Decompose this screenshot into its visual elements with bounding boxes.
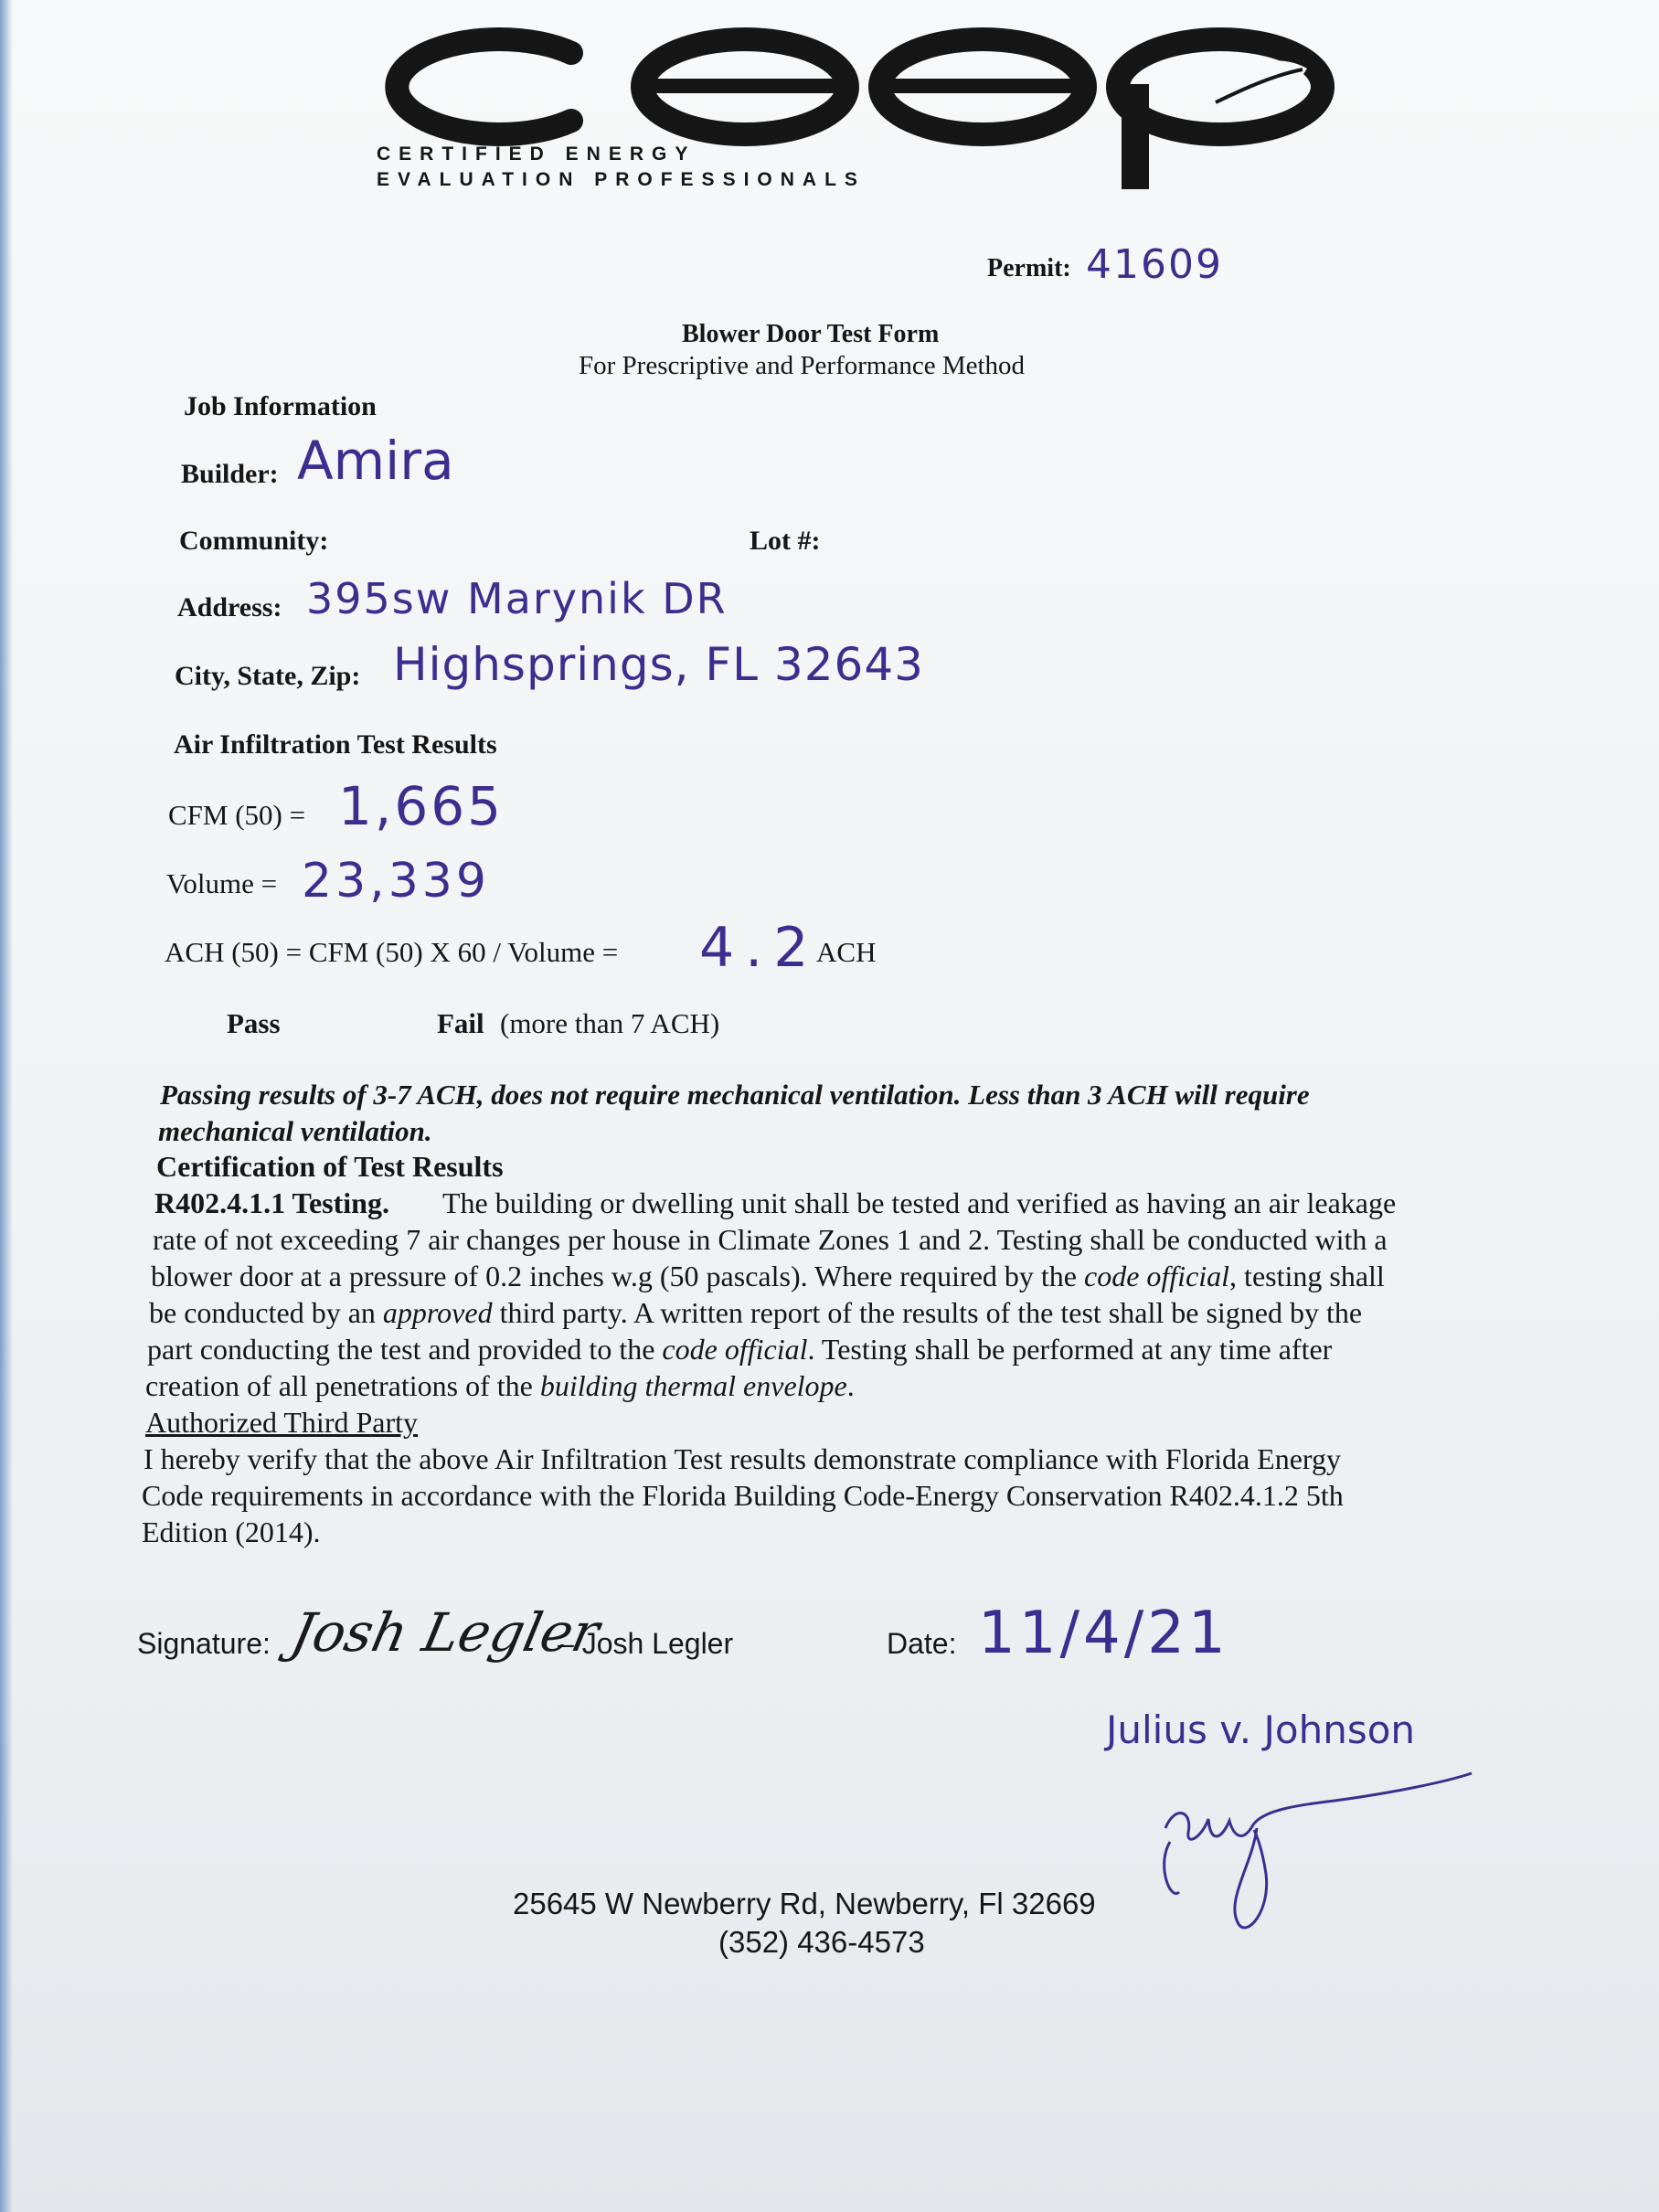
certification-text-6b: building thermal envelope <box>539 1369 847 1402</box>
results-heading: Air Infiltration Test Results <box>174 729 497 760</box>
certification-text-4c: third party. A written report of the results of the test shall be signed by the <box>492 1296 1363 1329</box>
logo-tagline-1: CERTIFIED ENERGY <box>377 144 697 165</box>
pass-option: Pass <box>227 1007 281 1039</box>
permit-label: Permit: <box>987 254 1071 282</box>
certification-text-5b: code official <box>662 1333 808 1366</box>
certification-text-4a: be conducted by an <box>149 1296 383 1329</box>
volume-value: 23,339 <box>302 854 490 909</box>
third-party-line-3: Edition (2014). <box>142 1515 321 1548</box>
certification-line-1 <box>154 1185 1396 1221</box>
cfm-value: 1,665 <box>338 775 505 837</box>
inspector-name: Julius v. Johnson <box>1106 1707 1416 1752</box>
ach-formula-label: ACH (50) = CFM (50) X 60 / Volume = <box>165 936 619 968</box>
fail-note: (more than 7 ACH) <box>500 1007 720 1039</box>
certification-text-4b: approved <box>382 1296 493 1329</box>
code-reference: R402.4.1.1 Testing. <box>154 1186 389 1219</box>
form-subtitle: For Prescriptive and Performance Method <box>579 351 1026 380</box>
certification-text-6a: creation of all penetrations of the <box>145 1369 540 1402</box>
certification-text-3b: code official <box>1083 1260 1230 1292</box>
date-value: 11/4/21 <box>978 1600 1229 1667</box>
lot-label: Lot #: <box>750 526 821 556</box>
address-value: 395sw Marynik DR <box>306 574 728 623</box>
ventilation-notice-1: Passing results of 3-7 ACH, does not require mechanical ventilation. Less than 3 ACH will require <box>160 1079 1310 1111</box>
certification-text-5c: . Testing shall be performed at any time after <box>807 1333 1333 1366</box>
certification-heading: Certification of Test Results <box>156 1150 504 1183</box>
job-info-heading: Job Information <box>184 391 377 421</box>
ach-unit: ACH <box>816 936 877 968</box>
cfm-label: CFM (50) = <box>168 799 306 831</box>
certification-text-3a: blower door at a pressure of 0.2 inches w.g (50 pascals). Where required by the <box>151 1260 1084 1292</box>
permit-value: 41609 <box>1086 241 1223 288</box>
certification-line-4 <box>149 1294 1362 1331</box>
builder-label: Builder: <box>181 459 279 489</box>
page-edge-shadow <box>0 0 13 2212</box>
signature-label: Signature: <box>137 1627 271 1660</box>
certification-text-1: The building or dwelling unit shall be tested and verified as having an air leakage <box>441 1186 1397 1219</box>
city-label: City, State, Zip: <box>175 661 361 691</box>
inspector-signature <box>1152 1755 1481 1938</box>
volume-label: Volume = <box>166 867 278 899</box>
community-label: Community: <box>179 526 329 556</box>
certification-text-6c: . <box>846 1369 855 1402</box>
city-value: Highsprings, FL 32643 <box>393 638 924 691</box>
builder-value: Amira <box>297 430 454 492</box>
footer-address: 25645 W Newberry Rd, Newberry, Fl 32669 <box>513 1887 1096 1920</box>
certification-line-5 <box>147 1331 1332 1367</box>
signature-script: Josh Legler <box>285 1601 605 1664</box>
ventilation-notice-2: mechanical ventilation. <box>158 1115 432 1147</box>
signer-name: – Josh Legler <box>558 1627 734 1660</box>
footer-phone: (352) 436-4573 <box>718 1925 925 1959</box>
address-label: Address: <box>177 592 282 622</box>
third-party-line-1: I hereby verify that the above Air Infiltration Test results demonstrate compliance with Florida Energy <box>144 1442 1341 1475</box>
third-party-heading: Authorized Third Party <box>145 1406 419 1439</box>
certification-line-6 <box>145 1367 855 1404</box>
fail-option: Fail <box>437 1007 484 1039</box>
ach-value: 4.2 <box>699 916 820 980</box>
certification-text-5a: part conducting the test and provided to the <box>147 1333 663 1366</box>
form-title: Blower Door Test Form <box>682 320 940 348</box>
certification-line-3 <box>151 1258 1385 1294</box>
logo-tagline-2: EVALUATION PROFESSIONALS <box>377 169 866 190</box>
date-label: Date: <box>887 1627 957 1660</box>
certification-text-3c: , testing shall <box>1229 1260 1385 1292</box>
third-party-line-2: Code requirements in accordance with the Florida Building Code-Energy Conservation R402.4.1.2 5th <box>142 1479 1344 1512</box>
certification-line-2: rate of not exceeding 7 air changes per house in Climate Zones 1 and 2. Testing shall be conducted with a <box>153 1223 1388 1256</box>
